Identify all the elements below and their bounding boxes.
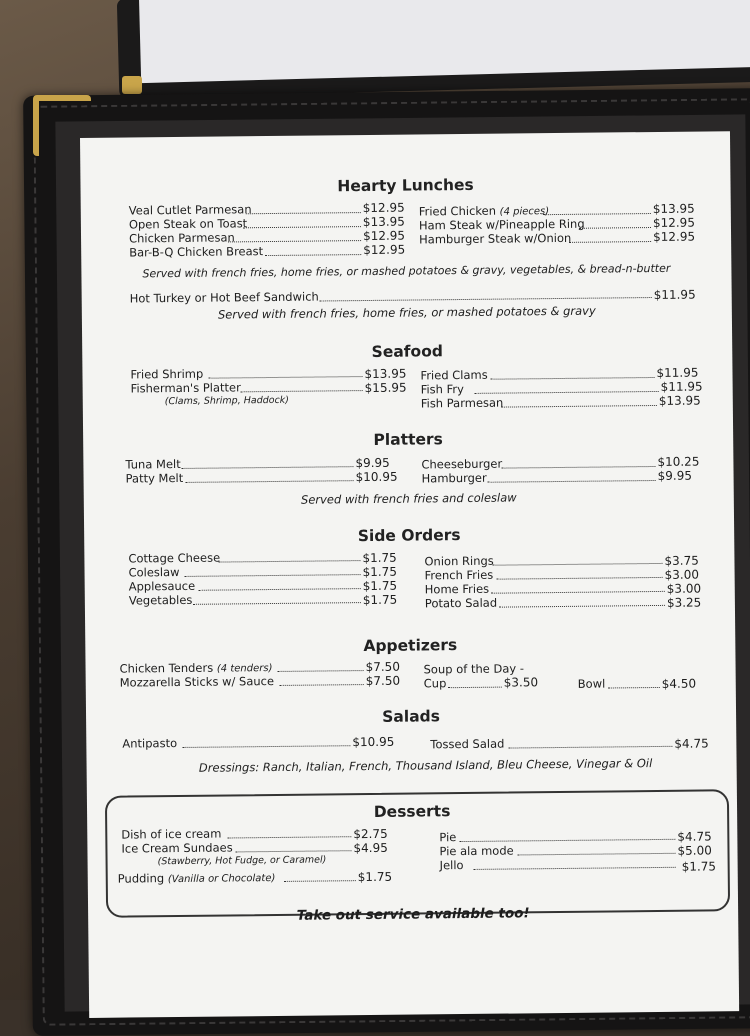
menu-price: $3.00	[664, 567, 700, 582]
menu-item: Coleslaw	[128, 564, 180, 580]
menu-price: $1.75	[681, 859, 717, 874]
dot-leader	[218, 560, 360, 562]
dot-leader	[246, 212, 361, 214]
menu-item: Antipasto	[122, 736, 178, 751]
dot-leader	[491, 377, 655, 380]
menu-price: $11.95	[656, 365, 699, 380]
menu-price: $1.75	[362, 592, 398, 608]
dot-leader	[579, 227, 651, 229]
item-note: (Clams, Shrimp, Haddock)	[164, 394, 290, 408]
menu-item: Fisherman's Platter	[130, 380, 241, 396]
menu-price: $13.95	[362, 214, 405, 230]
menu-price: $3.75	[664, 553, 699, 568]
menu-price: $7.50	[365, 673, 401, 689]
menu-price: $1.75	[362, 564, 397, 580]
dot-leader	[508, 746, 672, 749]
dot-leader	[497, 577, 663, 580]
menu-item: Cup	[423, 676, 447, 691]
dot-leader	[181, 466, 353, 469]
dot-leader	[278, 670, 364, 672]
menu-price: $10.95	[352, 734, 395, 750]
menu-item: French Fries	[424, 567, 494, 583]
menu-item: Ice Cream Sundaes	[121, 840, 233, 856]
dot-leader	[199, 588, 361, 591]
menu-item: Dish of ice cream	[121, 826, 222, 842]
menu-item: Chicken Tenders (4 tenders)	[119, 660, 273, 676]
menu-price: $2.75	[353, 826, 388, 842]
menu-item: Bowl	[577, 676, 606, 691]
dressings-list: Dressings: Ranch, Italian, French, Thousand Island, Bleu Cheese, Vinegar & Oil	[198, 756, 653, 775]
dot-leader	[475, 391, 659, 394]
takeout-footer: Take out service available too!	[296, 905, 530, 924]
menu-item: Fried Chicken (4 pieces)	[418, 203, 550, 219]
menu-item: Fried Clams	[420, 367, 488, 383]
menu-price: $13.95	[364, 366, 407, 382]
dot-leader	[488, 480, 656, 483]
dot-leader	[491, 591, 665, 594]
section-title-salads: Salads	[382, 707, 441, 726]
dot-leader	[193, 602, 361, 605]
menu-price: $12.95	[362, 200, 405, 216]
section-title-hearty-lunches: Hearty Lunches	[337, 175, 474, 196]
dot-leader	[228, 240, 361, 242]
menu-price: $12.95	[652, 215, 695, 231]
menu-item: Tossed Salad	[430, 736, 505, 752]
menu-price: $5.00	[677, 843, 712, 858]
menu-item: Pie ala mode	[439, 843, 514, 859]
dot-leader	[185, 574, 361, 577]
menu-price: $12.95	[363, 242, 406, 258]
section-title-appetizers: Appetizers	[363, 636, 458, 656]
dot-leader	[608, 687, 660, 689]
menu-price: $13.95	[652, 201, 695, 217]
menu-item: Onion Rings	[424, 553, 494, 569]
dot-leader	[265, 254, 361, 256]
menu-item: Pie	[439, 830, 457, 845]
menu-price: $9.95	[355, 455, 390, 471]
menu-item: Veal Cutlet Parmesan	[128, 202, 252, 218]
menu-price: $3.50	[503, 675, 539, 690]
menu-item: Pudding (Vanilla or Chocolate)	[117, 871, 276, 886]
menu-price: $9.95	[657, 468, 693, 483]
menu-item: Ham Steak w/Pineapple Ring	[418, 216, 585, 233]
menu-price: $3.00	[666, 581, 702, 596]
menu-item: Applesauce	[128, 578, 196, 594]
menu-item: Tuna Melt	[125, 456, 181, 472]
dot-leader	[448, 687, 502, 689]
menu-price: $10.95	[355, 469, 398, 485]
dot-leader	[186, 480, 354, 483]
dot-leader	[543, 213, 651, 215]
dot-leader	[492, 563, 662, 566]
dot-leader	[241, 390, 363, 392]
section-title-side-orders: Side Orders	[357, 526, 461, 546]
item-note: (Stawberry, Hot Fudge, or Caramel)	[157, 854, 327, 868]
menu-item: Hamburger	[421, 470, 487, 486]
section-title-desserts: Desserts	[373, 802, 451, 821]
menu-item: Jello	[439, 858, 464, 873]
dot-leader	[182, 745, 350, 748]
dot-leader	[569, 241, 651, 243]
menu-item: Vegetables	[128, 592, 193, 608]
menu-item: Home Fries	[424, 581, 490, 597]
menu-item: Hamburger Steak w/Onion	[419, 230, 572, 247]
menu-item: Cheeseburger	[421, 456, 503, 472]
menu-price: $11.95	[653, 287, 696, 303]
menu-price: $1.75	[362, 550, 397, 566]
dot-leader	[209, 376, 363, 379]
menu-item: Hot Turkey or Hot Beef Sandwich	[129, 289, 319, 306]
menu-price: $7.50	[365, 659, 400, 675]
menu-item: Fish Parmesan	[420, 395, 504, 411]
menu-item: Fish Fry	[420, 381, 464, 397]
dot-leader	[501, 466, 655, 469]
menu-price: $4.95	[353, 840, 388, 856]
dot-leader	[501, 405, 657, 408]
menu-price: $4.75	[674, 736, 709, 751]
menu-price: $12.95	[652, 229, 696, 245]
section-title-seafood: Seafood	[371, 342, 443, 361]
menu-price: $12.95	[362, 228, 406, 244]
menu-page	[80, 131, 739, 1018]
menu-item: Open Steak on Toast	[128, 216, 248, 232]
menu-item: Bar-B-Q Chicken Breast	[129, 244, 264, 260]
section-title-platters: Platters	[373, 430, 443, 449]
menu-item: Potato Salad	[424, 595, 498, 611]
served-with-note: Served with french fries, home fries, or mashed potatoes & gravy, vegetables, & bread-n-butter	[142, 261, 671, 281]
menu-price: $1.75	[357, 869, 393, 885]
menu-corner-clip	[122, 76, 142, 94]
served-with-note: Served with french fries and coleslaw	[300, 490, 517, 507]
dot-leader	[320, 297, 652, 301]
menu-item: Chicken Parmesan	[128, 230, 235, 246]
menu-item: Patty Melt	[125, 470, 184, 486]
menu-price: $10.25	[657, 454, 700, 469]
menu-item: Cottage Cheese	[128, 550, 221, 566]
menu-price: $13.95	[658, 393, 701, 408]
menu-price: $4.50	[661, 676, 697, 691]
dot-leader	[280, 684, 364, 686]
served-with-note: Served with french fries, home fries, or mashed potatoes & gravy	[217, 303, 596, 322]
dot-leader	[243, 226, 361, 228]
menu-price: $11.95	[660, 379, 703, 394]
dot-leader	[499, 605, 665, 608]
menu-price: $4.75	[677, 829, 712, 844]
menu-item: Fried Shrimp	[130, 366, 204, 382]
menu-price: $3.25	[666, 595, 702, 610]
menu-item: Mozzarella Sticks w/ Sauce	[119, 673, 275, 690]
menu-price: $15.95	[364, 380, 407, 396]
menu-price: $1.75	[362, 578, 398, 594]
soup-of-the-day: Soup of the Day -	[423, 661, 525, 677]
